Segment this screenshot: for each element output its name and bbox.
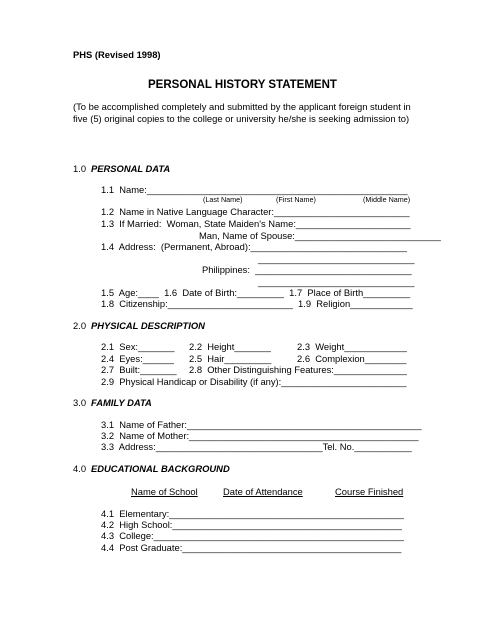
address-abroad-line-2: ______________________________ bbox=[258, 253, 415, 264]
section-3-number: 3.0 bbox=[73, 397, 87, 408]
features-field: 2.8 Other Distinguishing Features:______________ bbox=[189, 364, 407, 375]
college-field: 4.3 College:________________________________________________ bbox=[101, 530, 404, 541]
section-4-number: 4.0 bbox=[73, 463, 87, 474]
section-2-heading: PHYSICAL DESCRIPTION bbox=[91, 320, 205, 331]
maiden-name-field: 1.3 If Married: Woman, State Maiden's Name:______________________ bbox=[101, 218, 411, 229]
column-course-finished: Course Finished bbox=[335, 486, 404, 497]
form-code: PHS (Revised 1998) bbox=[73, 49, 161, 60]
section-1-number: 1.0 bbox=[73, 163, 87, 174]
age-birth-field: 1.5 Age:____ 1.6 Date of Birth:_________ 1.7 Place of Birth_________ bbox=[101, 287, 411, 298]
form-title: PERSONAL HISTORY STATEMENT bbox=[148, 79, 337, 91]
name-field: 1.1 Name:__________________________________________________ bbox=[101, 184, 408, 195]
elementary-field: 4.1 Elementary:_____________________________________________ bbox=[101, 508, 404, 519]
post-graduate-field: 4.4 Post Graduate:__________________________________________ bbox=[101, 542, 402, 553]
height-field: 2.2 Height_______ bbox=[189, 341, 271, 352]
last-name-caption: (Last Name) bbox=[203, 195, 243, 204]
address-philippines-field: Philippines: ______________________________ bbox=[202, 264, 412, 275]
eyes-field: 2.4 Eyes:______ bbox=[101, 353, 174, 364]
weight-field: 2.3 Weight____________ bbox=[297, 341, 407, 352]
family-address-field: 3.3 Address:________________________________Tel. No.___________ bbox=[101, 441, 412, 452]
first-name-caption: (First Name) bbox=[276, 195, 316, 204]
middle-name-caption: (Middle Name) bbox=[363, 195, 411, 204]
spouse-name-field: Man, Name of Spouse:____________________________ bbox=[199, 230, 441, 241]
mother-name-field: 3.2 Name of Mother:____________________________________________ bbox=[101, 430, 419, 441]
column-date-of-attendance: Date of Attendance bbox=[223, 486, 303, 497]
father-name-field: 3.1 Name of Father:_____________________________________________ bbox=[101, 419, 422, 430]
section-3-heading: FAMILY DATA bbox=[91, 397, 152, 408]
address-philippines-line-2: ______________________________ bbox=[258, 276, 415, 287]
hair-field: 2.5 Hair_________ bbox=[189, 353, 272, 364]
section-2-number: 2.0 bbox=[73, 320, 87, 331]
section-4-heading: EDUCATIONAL BACKGROUND bbox=[91, 463, 230, 474]
built-field: 2.7 Built:_______ bbox=[101, 364, 177, 375]
column-name-of-school: Name of School bbox=[131, 486, 198, 497]
complexion-field: 2.6 Complexion________ bbox=[297, 353, 407, 364]
handicap-field: 2.9 Physical Handicap or Disability (if any):________________________ bbox=[101, 376, 407, 387]
sex-field: 2.1 Sex:_______ bbox=[101, 341, 175, 352]
native-name-field: 1.2 Name in Native Language Character:__________________________ bbox=[101, 206, 410, 217]
citizenship-religion-field: 1.8 Citizenship:________________________ 1.9 Religion____________ bbox=[101, 298, 413, 309]
address-abroad-field: 1.4 Address: (Permanent, Abroad):______________________________ bbox=[101, 241, 407, 252]
intro-paragraph: (To be accomplished completely and submitted by the applicant foreign student in five (5) original copies to the college or university he/she is seeking admission to) bbox=[73, 101, 411, 125]
high-school-field: 4.2 High School:____________________________________________ bbox=[101, 519, 402, 530]
section-1-heading: PERSONAL DATA bbox=[91, 163, 171, 174]
